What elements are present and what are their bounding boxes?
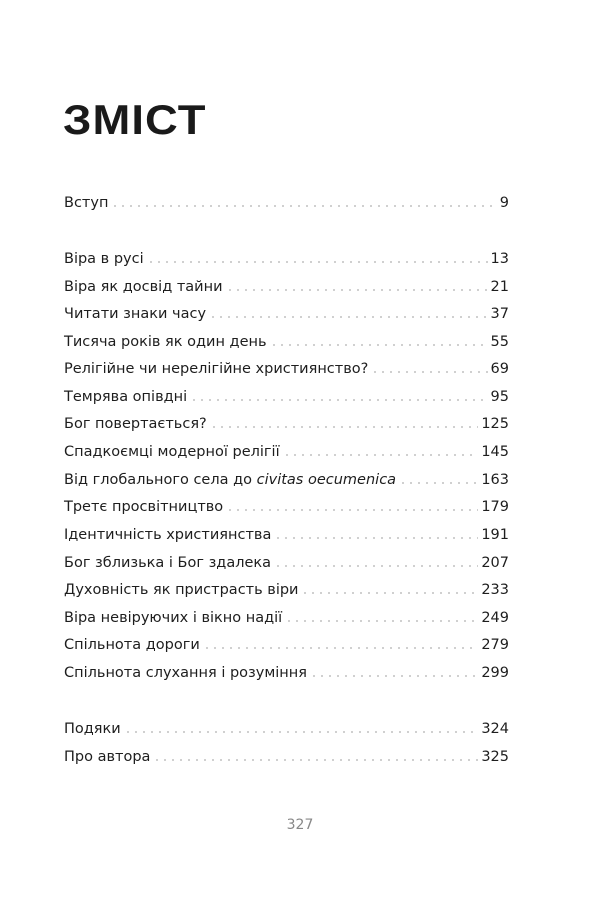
toc-entry-title-text: Від глобального села до	[64, 472, 257, 488]
toc-entry-title	[64, 332, 270, 352]
toc-entry[interactable]	[64, 606, 509, 628]
toc-entry[interactable]	[64, 468, 509, 490]
dot-leader	[124, 730, 479, 734]
toc-entry-page: 69	[490, 361, 509, 377]
toc-entry-title-text: Спільнота слухання і розуміння	[64, 665, 307, 681]
toc-entry-title	[64, 608, 285, 628]
dot-leader	[270, 343, 488, 347]
toc-entry-page: 249	[481, 610, 509, 626]
toc-entry-page: 37	[490, 306, 509, 322]
toc-entry-title-text: Віра як досвід тайни	[64, 279, 223, 295]
dot-leader	[203, 646, 479, 650]
dot-leader	[226, 288, 488, 292]
toc-entry-title	[64, 277, 226, 297]
dot-leader	[283, 453, 479, 457]
toc-entry[interactable]	[64, 357, 509, 379]
toc-entry-page: 21	[490, 279, 509, 295]
dot-leader	[274, 564, 478, 568]
toc-entry-title	[64, 580, 301, 600]
toc-entry-title-text: Темрява опівдні	[64, 389, 188, 405]
toc-entry-title	[64, 193, 111, 213]
dot-leader	[274, 536, 478, 540]
toc-entry[interactable]	[64, 191, 509, 213]
toc-entry-title-text: Духовність як пристрасть віри	[64, 582, 299, 598]
toc-entry-title	[64, 414, 210, 434]
dot-leader	[209, 315, 487, 319]
toc-entry-title	[64, 747, 153, 767]
dot-leader	[301, 591, 478, 595]
toc-entry[interactable]	[64, 551, 509, 573]
toc-entry-title-text: Ідентичність християнства	[64, 527, 272, 543]
toc-entry-title-text: Віра в русі	[64, 251, 144, 267]
dot-leader	[310, 674, 478, 678]
page-title: ЗМІСТ	[63, 96, 207, 143]
toc-entry[interactable]	[64, 717, 509, 739]
toc-entry-page: 55	[490, 334, 509, 350]
toc-entry-title	[64, 304, 209, 324]
toc-entry[interactable]	[64, 247, 509, 269]
toc-entry-title	[64, 525, 274, 545]
toc-entry-title	[64, 249, 147, 269]
toc-entry-title	[64, 470, 399, 490]
dot-leader	[147, 260, 488, 264]
dot-leader	[111, 204, 496, 208]
toc-entry-page: 191	[481, 527, 509, 543]
toc-entry-title-text: Про автора	[64, 749, 151, 765]
toc-entry-page: 95	[490, 389, 509, 405]
toc-entry[interactable]	[64, 302, 509, 324]
toc-entry-page: 207	[481, 555, 509, 571]
toc-entry-title-italic: civitas oecumenica	[256, 472, 397, 488]
toc-entry-page: 299	[481, 665, 509, 681]
toc-entry-title	[64, 719, 124, 739]
toc-entry-title-text: Тисяча років як один день	[64, 334, 267, 350]
dot-leader	[399, 481, 478, 485]
toc-entry-title	[64, 497, 226, 517]
toc-entry[interactable]	[64, 330, 509, 352]
toc-entry-page: 233	[481, 582, 509, 598]
dot-leader	[210, 425, 479, 429]
toc-entry-page: 9	[499, 195, 509, 211]
toc-entry-title	[64, 663, 310, 683]
toc-entry-title-text: Подяки	[64, 721, 121, 737]
toc-entry[interactable]	[64, 385, 509, 407]
dot-leader	[226, 508, 478, 512]
toc-entry-page: 179	[481, 499, 509, 515]
toc-entry[interactable]	[64, 440, 509, 462]
toc-entry-title	[64, 359, 371, 379]
toc-entry-page: 13	[490, 251, 509, 267]
toc-entry[interactable]	[64, 633, 509, 655]
toc-entry-title-text: Бог зблизька і Бог здалека	[64, 555, 272, 571]
page-number: 327	[286, 817, 314, 833]
toc-entry-title	[64, 635, 203, 655]
toc-entry-page: 145	[481, 444, 509, 460]
toc-entry-page: 125	[481, 416, 509, 432]
toc-entry[interactable]	[64, 661, 509, 683]
toc-entry-title	[64, 387, 190, 407]
toc-entry[interactable]	[64, 412, 509, 434]
dot-leader	[153, 758, 478, 762]
toc-entry-title-text: Віра невіруючих і вікно надії	[64, 610, 283, 626]
toc-entry-title-text: Бог повертається?	[64, 416, 207, 432]
toc-entry-page: 279	[481, 637, 509, 653]
toc-entry-title-text: Спадкоємці модерної релігії	[64, 444, 280, 460]
dot-leader	[190, 398, 487, 402]
toc-entry-page: 163	[481, 472, 509, 488]
dot-leader	[371, 370, 487, 374]
toc-entry-title-text: Релігійне чи нерелігійне християнство?	[64, 361, 369, 377]
toc-entry-title-text: Вступ	[64, 195, 109, 211]
toc-entry[interactable]	[64, 495, 509, 517]
toc-entry-title	[64, 442, 283, 462]
toc-entry[interactable]	[64, 578, 509, 600]
toc-entry-page: 325	[481, 749, 509, 765]
toc-entry[interactable]	[64, 275, 509, 297]
toc-entry[interactable]	[64, 745, 509, 767]
toc-entry-title-text: Третє просвітництво	[64, 499, 224, 515]
toc-entry-page: 324	[481, 721, 509, 737]
toc-entry-title	[64, 553, 274, 573]
toc-entry[interactable]	[64, 523, 509, 545]
dot-leader	[285, 619, 478, 623]
toc-entry-title-text: Спільнота дороги	[64, 637, 200, 653]
toc-entry-title-text: Читати знаки часу	[64, 306, 207, 322]
